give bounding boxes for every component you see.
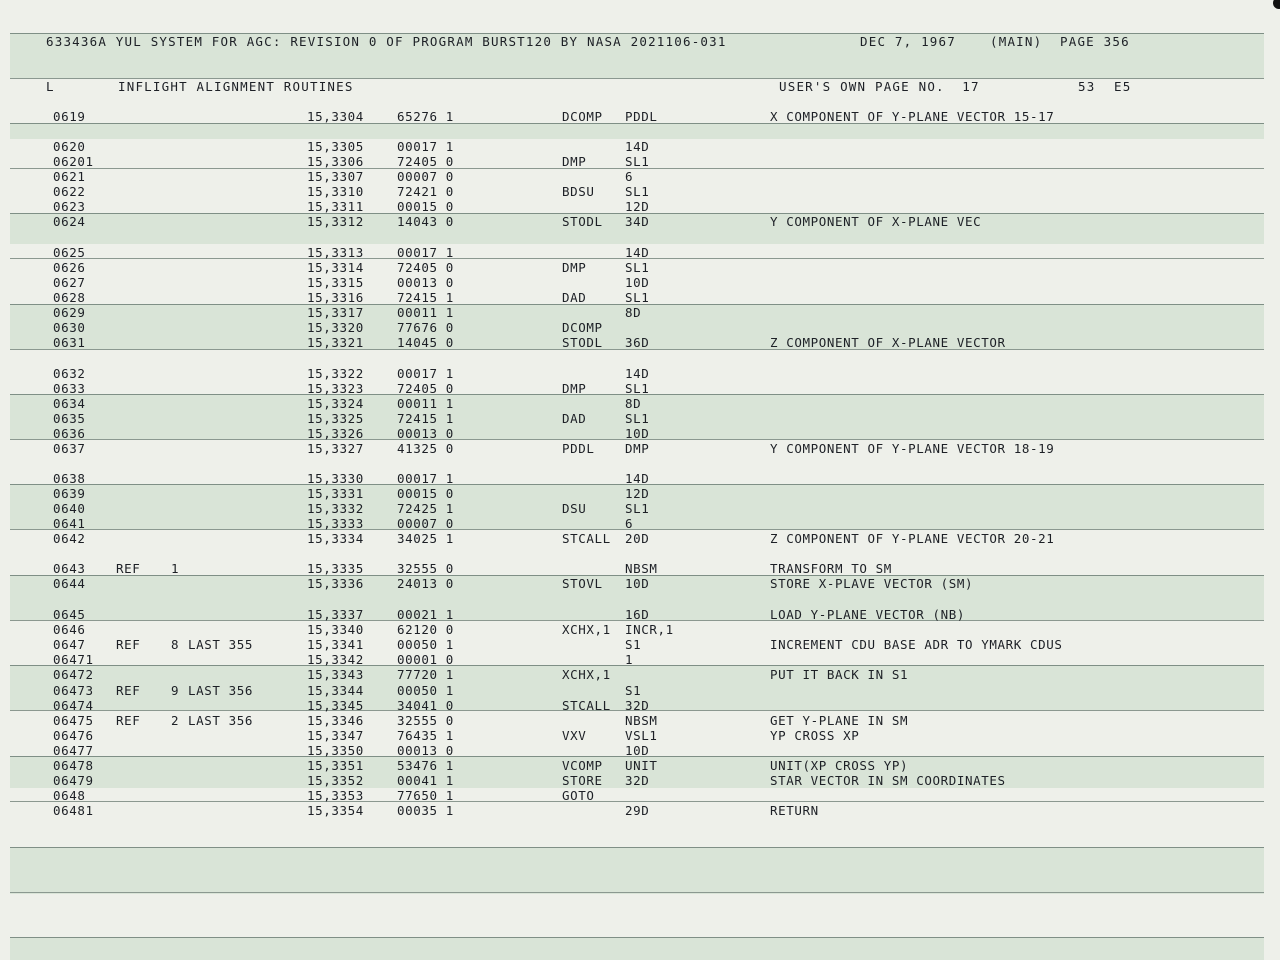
section-title: INFLIGHT ALIGNMENT ROUTINES: [118, 79, 354, 94]
header-title-line: 633436A YUL SYSTEM FOR AGC: REVISION 0 OF PROGRAM BURST120 BY NASA 2021106-031: [46, 34, 727, 49]
comment-text: RETURN: [770, 803, 819, 818]
opcode: DMP: [562, 154, 587, 169]
location-address: 15,3313: [307, 245, 364, 260]
octal-word: 00017 1: [397, 366, 454, 381]
line-number: 0646: [53, 622, 86, 637]
operand: S1: [625, 683, 642, 698]
line-number: 0640: [53, 501, 86, 516]
location-address: 15,3342: [307, 652, 364, 667]
comment-text: Y COMPONENT OF X-PLANE VEC: [770, 214, 982, 229]
comment-text: X COMPONENT OF Y-PLANE VECTOR 15-17: [770, 109, 1055, 124]
line-number: 0632: [53, 366, 86, 381]
ref-last-page: LAST 356: [188, 683, 254, 698]
operand: 14D: [625, 366, 650, 381]
line-number: 0620: [53, 139, 86, 154]
opcode: BDSU: [562, 184, 595, 199]
octal-word: 00035 1: [397, 803, 454, 818]
location-address: 15,3306: [307, 154, 364, 169]
operand: 34D: [625, 214, 650, 229]
location-address: 15,3310: [307, 184, 364, 199]
operand: 8D: [625, 305, 642, 320]
location-address: 15,3345: [307, 698, 364, 713]
location-address: 15,3330: [307, 471, 364, 486]
operand: 10D: [625, 275, 650, 290]
header-section: (MAIN): [990, 34, 1043, 49]
line-number: 06478: [53, 758, 94, 773]
comment-text: UNIT(XP CROSS YP): [770, 758, 909, 773]
location-address: 15,3322: [307, 366, 364, 381]
comment-text: TRANSFORM TO SM: [770, 561, 892, 576]
location-address: 15,3352: [307, 773, 364, 788]
line-number: 06479: [53, 773, 94, 788]
line-number: 0619: [53, 109, 86, 124]
opcode: XCHX,1: [562, 667, 611, 682]
comment-text: STORE X-PLAVE VECTOR (SM): [770, 576, 974, 591]
operand: 1: [625, 652, 634, 667]
location-address: 15,3332: [307, 501, 364, 516]
comment-text: GET Y-PLANE IN SM: [770, 713, 909, 728]
operand: PDDL: [625, 109, 658, 124]
location-address: 15,3315: [307, 275, 364, 290]
line-number: 06474: [53, 698, 94, 713]
octal-word: 00050 1: [397, 637, 454, 652]
opcode: PDDL: [562, 441, 595, 456]
location-address: 15,3347: [307, 728, 364, 743]
operand: 10D: [625, 743, 650, 758]
octal-word: 00017 1: [397, 139, 454, 154]
octal-word: 65276 1: [397, 109, 454, 124]
location-address: 15,3320: [307, 320, 364, 335]
opcode: DAD: [562, 411, 587, 426]
operand: SL1: [625, 290, 650, 305]
comment-text: Z COMPONENT OF X-PLANE VECTOR: [770, 335, 1006, 350]
operand: 12D: [625, 486, 650, 501]
location-address: 15,3314: [307, 260, 364, 275]
line-number: 0624: [53, 214, 86, 229]
line-number: 0638: [53, 471, 86, 486]
location-address: 15,3316: [307, 290, 364, 305]
opcode: DMP: [562, 381, 587, 396]
users-own-page: USER'S OWN PAGE NO. 17: [779, 79, 980, 94]
octal-word: 00017 1: [397, 471, 454, 486]
operand: SL1: [625, 260, 650, 275]
header-date: DEC 7, 1967: [860, 34, 956, 49]
location-address: 15,3325: [307, 411, 364, 426]
octal-word: 41325 0: [397, 441, 454, 456]
opcode: STOVL: [562, 576, 603, 591]
location-address: 15,3312: [307, 214, 364, 229]
location-address: 15,3334: [307, 531, 364, 546]
octal-word: 00015 0: [397, 486, 454, 501]
line-number: 06475: [53, 713, 94, 728]
location-address: 15,3311: [307, 199, 364, 214]
comment-text: Z COMPONENT OF Y-PLANE VECTOR 20-21: [770, 531, 1055, 546]
line-number: 0622: [53, 184, 86, 199]
ref-label: REF: [116, 561, 141, 576]
octal-word: 77720 1: [397, 667, 454, 682]
octal-word: 77676 0: [397, 320, 454, 335]
opcode: VCOMP: [562, 758, 603, 773]
line-number: 06471: [53, 652, 94, 667]
paper-ruling: [10, 892, 1264, 893]
octal-word: 72425 1: [397, 501, 454, 516]
paper-ruling: [10, 78, 1264, 79]
operand: 14D: [625, 471, 650, 486]
octal-word: 00015 0: [397, 199, 454, 214]
ref-count: 1: [171, 561, 180, 576]
line-number: 0642: [53, 531, 86, 546]
operand: 32D: [625, 698, 650, 713]
comment-text: YP CROSS XP: [770, 728, 860, 743]
line-number: 06477: [53, 743, 94, 758]
octal-word: 34041 0: [397, 698, 454, 713]
location-address: 15,3323: [307, 381, 364, 396]
location-address: 15,3340: [307, 622, 364, 637]
line-number: 06472: [53, 667, 94, 682]
line-number: 0630: [53, 320, 86, 335]
octal-word: 00011 1: [397, 305, 454, 320]
location-address: 15,3351: [307, 758, 364, 773]
octal-word: 00017 1: [397, 245, 454, 260]
paper-band: [10, 123, 1264, 139]
octal-word: 00007 0: [397, 169, 454, 184]
opcode: XCHX,1: [562, 622, 611, 637]
line-number: 0631: [53, 335, 86, 350]
ref-count: 2: [171, 713, 180, 728]
paper-band: [10, 847, 1264, 894]
ref-last-page: LAST 356: [188, 713, 254, 728]
operand: INCR,1: [625, 622, 674, 637]
opcode: GOTO: [562, 788, 595, 803]
location-address: 15,3343: [307, 667, 364, 682]
opcode: DCOMP: [562, 109, 603, 124]
location-address: 15,3305: [307, 139, 364, 154]
octal-word: 77650 1: [397, 788, 454, 803]
octal-word: 53476 1: [397, 758, 454, 773]
octal-word: 14043 0: [397, 214, 454, 229]
octal-word: 72405 0: [397, 154, 454, 169]
operand: DMP: [625, 441, 650, 456]
comment-text: Y COMPONENT OF Y-PLANE VECTOR 18-19: [770, 441, 1055, 456]
location-address: 15,3344: [307, 683, 364, 698]
opcode: DCOMP: [562, 320, 603, 335]
location-address: 15,3331: [307, 486, 364, 501]
octal-word: 32555 0: [397, 713, 454, 728]
line-number: 0635: [53, 411, 86, 426]
ref-label: REF: [116, 713, 141, 728]
location-address: 15,3335: [307, 561, 364, 576]
line-number: 0625: [53, 245, 86, 260]
header-code-2: E5: [1114, 79, 1132, 94]
octal-word: 34025 1: [397, 531, 454, 546]
location-address: 15,3307: [307, 169, 364, 184]
paper-band: [10, 937, 1264, 960]
location-address: 15,3353: [307, 788, 364, 803]
header-marker: L: [46, 79, 55, 94]
octal-word: 14045 0: [397, 335, 454, 350]
ref-last-page: LAST 355: [188, 637, 254, 652]
location-address: 15,3327: [307, 441, 364, 456]
operand: 6: [625, 516, 634, 531]
line-number: 0628: [53, 290, 86, 305]
octal-word: 00021 1: [397, 607, 454, 622]
opcode: STODL: [562, 214, 603, 229]
line-number: 0626: [53, 260, 86, 275]
line-number: 06476: [53, 728, 94, 743]
operand: 20D: [625, 531, 650, 546]
location-address: 15,3324: [307, 396, 364, 411]
paper-ruling: [10, 801, 1264, 802]
line-number: 0643: [53, 561, 86, 576]
octal-word: 62120 0: [397, 622, 454, 637]
octal-word: 00013 0: [397, 275, 454, 290]
operand: 10D: [625, 576, 650, 591]
comment-text: PUT IT BACK IN S1: [770, 667, 909, 682]
operand: 36D: [625, 335, 650, 350]
line-number: 06473: [53, 683, 94, 698]
operand: 12D: [625, 199, 650, 214]
octal-word: 32555 0: [397, 561, 454, 576]
operand: VSL1: [625, 728, 658, 743]
opcode: DSU: [562, 501, 587, 516]
location-address: 15,3321: [307, 335, 364, 350]
header-page-number: PAGE 356: [1060, 34, 1130, 49]
operand: SL1: [625, 154, 650, 169]
location-address: 15,3354: [307, 803, 364, 818]
line-number: 0637: [53, 441, 86, 456]
octal-word: 72415 1: [397, 290, 454, 305]
octal-word: 76435 1: [397, 728, 454, 743]
operand: 32D: [625, 773, 650, 788]
line-number: 0644: [53, 576, 86, 591]
operand: 14D: [625, 139, 650, 154]
corner-dot: [1273, 0, 1280, 9]
line-number: 0648: [53, 788, 86, 803]
line-number: 0647: [53, 637, 86, 652]
location-address: 15,3346: [307, 713, 364, 728]
location-address: 15,3304: [307, 109, 364, 124]
line-number: 0621: [53, 169, 86, 184]
header-code-1: 53: [1078, 79, 1096, 94]
octal-word: 24013 0: [397, 576, 454, 591]
line-number: 0641: [53, 516, 86, 531]
octal-word: 00013 0: [397, 426, 454, 441]
operand: S1: [625, 637, 642, 652]
location-address: 15,3341: [307, 637, 364, 652]
operand: SL1: [625, 411, 650, 426]
opcode: STODL: [562, 335, 603, 350]
opcode: STCALL: [562, 698, 611, 713]
line-number: 0629: [53, 305, 86, 320]
opcode: DMP: [562, 260, 587, 275]
line-number: 0634: [53, 396, 86, 411]
operand: 14D: [625, 245, 650, 260]
octal-word: 72405 0: [397, 260, 454, 275]
octal-word: 00041 1: [397, 773, 454, 788]
line-number: 0623: [53, 199, 86, 214]
line-number: 0627: [53, 275, 86, 290]
operand: 29D: [625, 803, 650, 818]
octal-word: 00007 0: [397, 516, 454, 531]
location-address: 15,3350: [307, 743, 364, 758]
opcode: STORE: [562, 773, 603, 788]
location-address: 15,3336: [307, 576, 364, 591]
location-address: 15,3337: [307, 607, 364, 622]
ref-count: 8: [171, 637, 180, 652]
comment-text: INCREMENT CDU BASE ADR TO YMARK CDUS: [770, 637, 1063, 652]
line-number: 0636: [53, 426, 86, 441]
operand: NBSM: [625, 561, 658, 576]
opcode: DAD: [562, 290, 587, 305]
opcode: STCALL: [562, 531, 611, 546]
ref-label: REF: [116, 683, 141, 698]
operand: 16D: [625, 607, 650, 622]
line-number: 0633: [53, 381, 86, 396]
operand: SL1: [625, 184, 650, 199]
octal-word: 72415 1: [397, 411, 454, 426]
ref-label: REF: [116, 637, 141, 652]
opcode: VXV: [562, 728, 587, 743]
operand: NBSM: [625, 713, 658, 728]
operand: 6: [625, 169, 634, 184]
octal-word: 00011 1: [397, 396, 454, 411]
operand: SL1: [625, 381, 650, 396]
line-number: 0639: [53, 486, 86, 501]
comment-text: LOAD Y-PLANE VECTOR (NB): [770, 607, 966, 622]
line-number: 06201: [53, 154, 94, 169]
octal-word: 00001 0: [397, 652, 454, 667]
octal-word: 00050 1: [397, 683, 454, 698]
location-address: 15,3317: [307, 305, 364, 320]
line-number: 0645: [53, 607, 86, 622]
comment-text: STAR VECTOR IN SM COORDINATES: [770, 773, 1006, 788]
octal-word: 72405 0: [397, 381, 454, 396]
location-address: 15,3326: [307, 426, 364, 441]
operand: UNIT: [625, 758, 658, 773]
operand: SL1: [625, 501, 650, 516]
octal-word: 72421 0: [397, 184, 454, 199]
location-address: 15,3333: [307, 516, 364, 531]
ref-count: 9: [171, 683, 180, 698]
paper-ruling: [10, 529, 1264, 530]
operand: 10D: [625, 426, 650, 441]
operand: 8D: [625, 396, 642, 411]
octal-word: 00013 0: [397, 743, 454, 758]
line-number: 06481: [53, 803, 94, 818]
